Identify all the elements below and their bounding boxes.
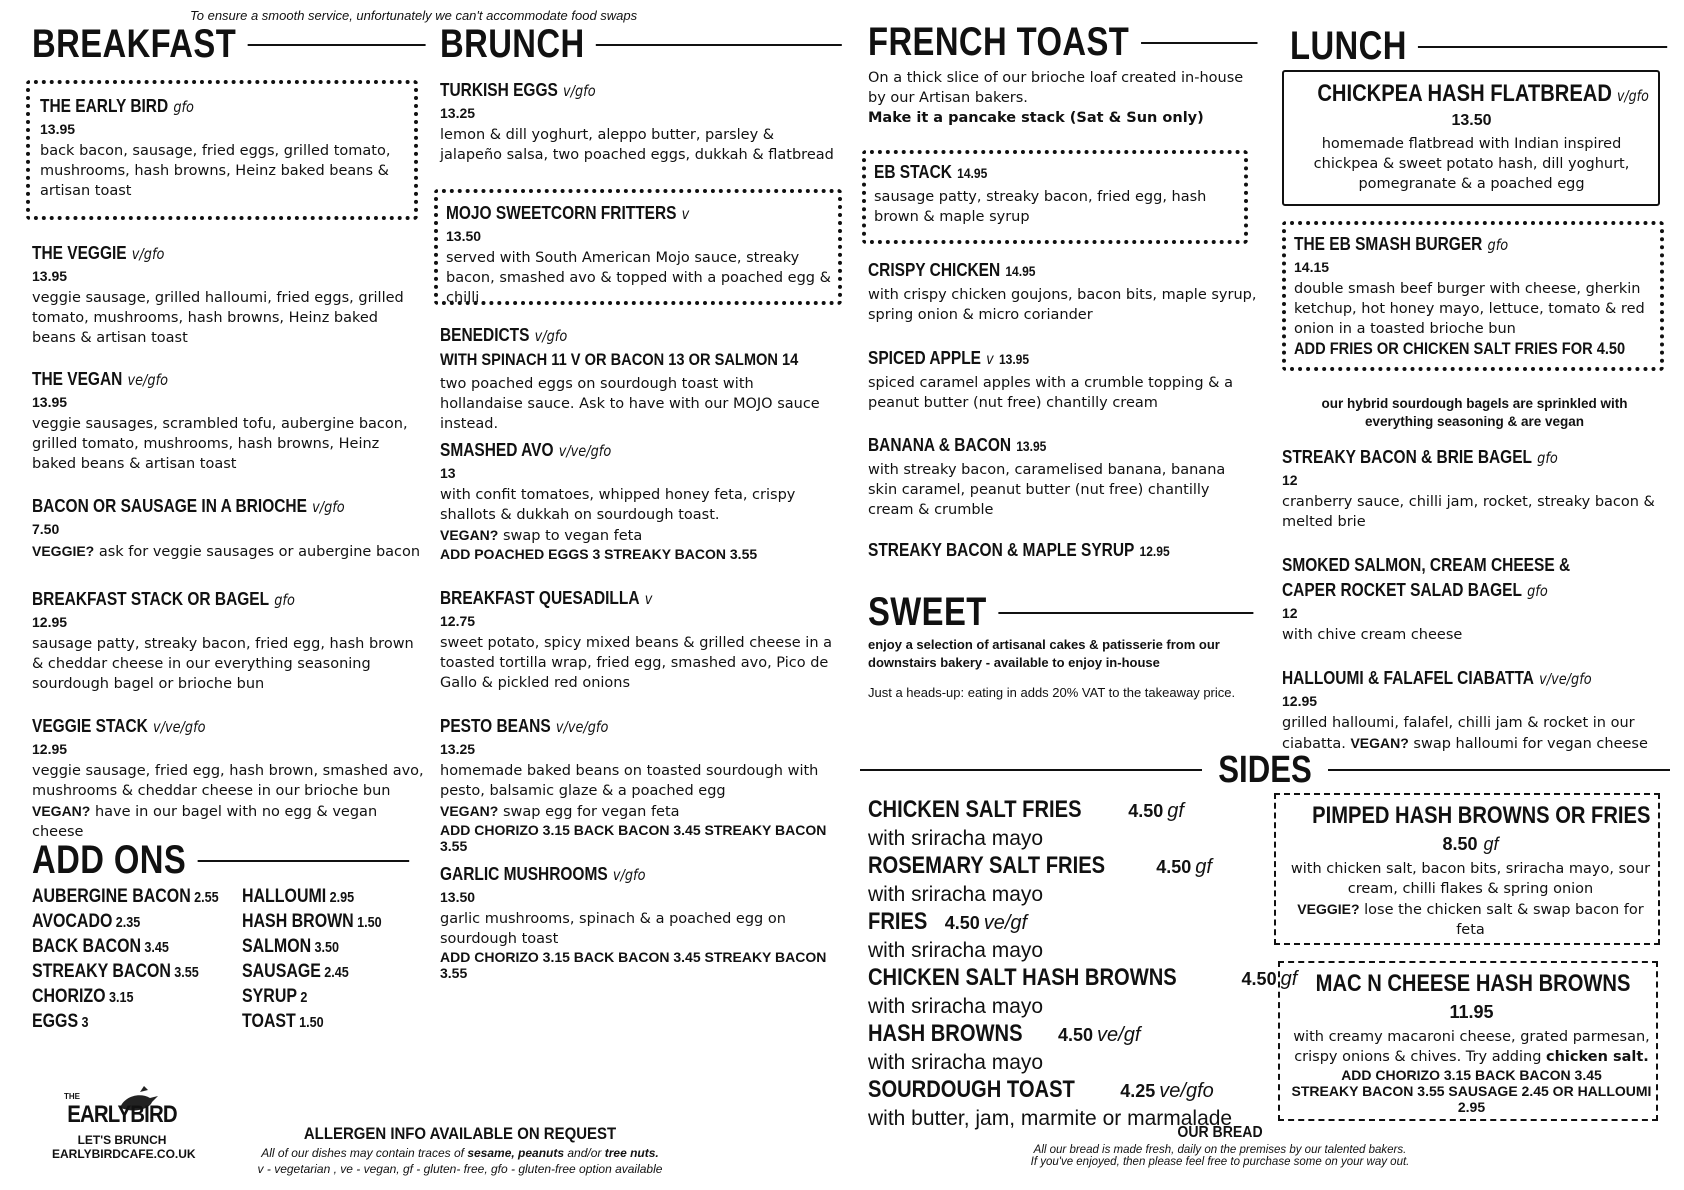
menu-item-mojo-fritters: MOJO SWEETCORN FRITTERS v 13.50 served with South American Mojo sauce, streaky bacon, smashed avo & topped with a poached egg & chilli: [446, 203, 831, 306]
menu-item-early-bird: THE EARLY BIRD gfo 13.95 back bacon, sausage, fried eggs, grilled tomato, mushrooms, hash browns, Heinz baked beans & artisan toast: [40, 96, 391, 199]
menu-item-pesto-beans: PESTO BEANS v/ve/gfo 13.25 homemade baked beans on toasted sourdough with pesto, balsamic glaze & a poached egg VEGAN? swap egg for vegan feta ADD CHORIZO 3.15 BACK BACON 3.45 STREAKY BACON 3.55: [440, 716, 827, 854]
lunch-column: [1282, 0, 1667, 1190]
logo-url: EARLYBIRDCAFE.CO.UK: [52, 1147, 196, 1161]
side-with: with sriracha mayo: [868, 939, 1044, 962]
our-bread-line: All our bread is made fresh, daily on the premises by our talented bakers.: [1033, 1144, 1407, 1156]
sweet-heading: SWEET: [868, 590, 1253, 635]
side-item: FRIES 4.50 ve/gf: [868, 908, 1028, 935]
menu-item-smash-burger: THE EB SMASH BURGER gfo 14.15 double smash beef burger with cheese, gherkin ketchup, hot honey mayo, lettuce, tomato & red onion in a toasted brioche bun ADD FRIES OR CHICKEN SALT FRIES FOR 4.50: [1294, 234, 1645, 358]
early-bird-logo: [52, 1092, 196, 1161]
allergen-traces: All of our dishes may contain traces of sesame, peanuts and/or tree nuts.: [261, 1146, 659, 1160]
our-bread-title: OUR BREAD: [1177, 1124, 1263, 1141]
menu-item-breakfast-stack: BREAKFAST STACK OR BAGEL gfo 12.95 sausage patty, streaky bacon, fried egg, hash brown & cheddar cheese in our everything seasoning sourdough bagel or brioche bun: [32, 589, 414, 692]
menu-item-bacon-brie-bagel: STREAKY BACON & BRIE BAGEL gfo 12 cranberry sauce, chilli jam, rocket, streaky bacon & melted brie: [1282, 447, 1655, 530]
addons-right-list: [242, 885, 422, 1035]
french-toast-heading: FRENCH TOAST: [868, 20, 1258, 65]
side-with: with sriracha mayo: [868, 827, 1044, 850]
menu-item-smashed-avo: SMASHED AVO v/ve/gfo 13 with confit tomatoes, whipped honey feta, crispy shallots & dukkah on sourdough toast. VEGAN? swap to vegan feta ADD POACHED EGGS 3 STREAKY BACON 3.55: [440, 440, 796, 562]
menu-item-eb-stack: EB STACK 14.95 sausage patty, streaky bacon, fried egg, hash brown & maple syrup: [874, 162, 1207, 225]
menu-item-pimped: PIMPED HASH BROWNS OR FRIES 8.50 gf with chicken salt, bacon bits, sriracha mayo, sour cream, chilli flakes & spring onion VEGGIE? lose the chicken salt & swap bacon for feta: [1290, 802, 1651, 938]
addons-heading: ADD ONS: [32, 838, 409, 883]
side-item: SOURDOUGH TOAST 4.25 ve/gfo: [868, 1076, 1214, 1103]
our-bread-line: If you've enjoyed, then please feel free to purchase some on your way out.: [1030, 1156, 1410, 1168]
logo-tagline: LET'S BRUNCH: [77, 1133, 167, 1147]
addon-item: HASH BROWN 1.50: [242, 911, 382, 932]
side-with: with sriracha mayo: [868, 995, 1044, 1018]
addon-item: SALMON 3.50: [242, 936, 340, 957]
side-item: CHICKEN SALT HASH BROWNS 4.50 gf: [868, 964, 1298, 991]
menu-item-veggie-stack: VEGGIE STACK v/ve/gfo 12.95 veggie sausage, fried egg, hash brown, smashed avo, mushrooms & cheddar cheese in our brioche bun VEGAN? have in our bagel with no egg & vegan cheese: [32, 716, 424, 840]
sides-heading: SIDES: [860, 748, 1670, 792]
logo-wordmark: EARLYBIRD: [67, 1101, 177, 1128]
brunch-column: [440, 0, 840, 1190]
side-with: with sriracha mayo: [868, 883, 1044, 906]
menu-item-streaky-maple: STREAKY BACON & MAPLE SYRUP 12.95: [868, 540, 1170, 560]
addon-item: TOAST 1.50: [242, 1011, 324, 1032]
lunch-heading: LUNCH: [1290, 24, 1667, 69]
menu-item-garlic-mushrooms: GARLIC MUSHROOMS v/gfo 13.50 garlic mushrooms, spinach & a poached egg on sourdough toast ADD CHORIZO 3.15 BACK BACON 3.45 STREAKY BACON 3.55: [440, 864, 827, 981]
breakfast-heading: BREAKFAST: [32, 22, 426, 67]
menu-item-halloumi-ciabatta: HALLOUMI & FALAFEL CIABATTA v/ve/gfo 12.95 grilled halloumi, falafel, chilli jam & rocket in our ciabatta. VEGAN? swap halloumi for vegan cheese: [1282, 668, 1648, 752]
allergen-legend: v - vegetarian , ve - vegan, gf - gluten- free, gfo - gluten-free option available: [257, 1162, 663, 1176]
menu-item-chickpea-flatbread: CHICKPEA HASH FLATBREAD v/gfo 13.50 homemade flatbread with Indian inspired chickpea & sweet potato hash, dill yoghurt, pomegranate & a poached egg: [1313, 80, 1649, 192]
menu-item-salmon-bagel: SMOKED SALMON, CREAM CHEESE & CAPER ROCKET SALAD BAGEL gfo 12 with chive cream cheese: [1282, 555, 1571, 643]
menu-item-crispy-chicken: CRISPY CHICKEN 14.95 with crispy chicken goujons, bacon bits, maple syrup, spring onion & micro coriander: [868, 260, 1257, 323]
bagel-note: our hybrid sourdough bagels are sprinkled with everything seasoning & are vegan: [1321, 396, 1628, 429]
side-item: ROSEMARY SALT FRIES 4.50 gf: [868, 852, 1212, 879]
addon-item: BACK BACON 3.45: [32, 936, 169, 957]
brunch-heading: BRUNCH: [440, 22, 842, 67]
sides-list: [868, 796, 1298, 1132]
menu-item-banana-bacon: BANANA & BACON 13.95 with streaky bacon, caramelised banana, banana skin caramel, peanut butter (nut free) chantilly cream & crumble: [868, 435, 1226, 518]
addon-item: AVOCADO 2.35: [32, 911, 141, 932]
addon-item: STREAKY BACON 3.55: [32, 961, 199, 982]
allergen-title: ALLERGEN INFO AVAILABLE ON REQUEST: [303, 1124, 617, 1143]
addon-item: SAUSAGE 2.45: [242, 961, 349, 982]
menu-item-vegan: THE VEGAN ve/gfo 13.95 veggie sausages, scrambled tofu, aubergine bacon, grilled tomato, mushrooms, hash browns, Heinz baked beans & artisan toast: [32, 369, 408, 472]
menu-item-spiced-apple: SPICED APPLE v 13.95 spiced caramel apples with a crumble topping & a peanut butter (nut free) chantilly cream: [868, 348, 1233, 411]
addon-item: CHORIZO 3.15: [32, 986, 134, 1007]
menu-item-turkish-eggs: TURKISH EGGS v/gfo 13.25 lemon & dill yoghurt, aleppo butter, parsley & jalapeño salsa, two poached eggs, dukkah & flatbread: [440, 80, 834, 163]
logo-the: THE: [64, 1092, 80, 1101]
menu-item-veggie: THE VEGGIE v/gfo 13.95 veggie sausage, grilled halloumi, fried eggs, grilled tomato, mushrooms, hash browns, Heinz baked beans & artisan toast: [32, 243, 404, 346]
side-item: CHICKEN SALT FRIES 4.50 gf: [868, 796, 1184, 823]
addon-item: SYRUP 2: [242, 986, 308, 1007]
addon-item: HALLOUMI 2.95: [242, 886, 355, 907]
side-item: HASH BROWNS 4.50 ve/gf: [868, 1020, 1141, 1047]
menu-item-quesadilla: BREAKFAST QUESADILLA v 12.75 sweet potato, spicy mixed beans & grilled cheese in a toasted tortilla wrap, fried egg, smashed avo, Pico de Gallo & pickled red onions: [440, 588, 833, 691]
addons-left-list: [32, 885, 252, 1035]
addon-item: EGGS 3: [32, 1011, 89, 1032]
menu-item-brioche: BACON OR SAUSAGE IN A BRIOCHE v/gfo 7.50 VEGGIE? ask for veggie sausages or aubergine bacon: [32, 496, 421, 560]
breakfast-column: [32, 0, 424, 1190]
side-with: with sriracha mayo: [868, 1051, 1044, 1074]
service-notice: To ensure a smooth service, unfortunately we can't accommodate food swaps: [190, 8, 638, 23]
menu-item-mac-cheese: MAC N CHEESE HASH BROWNS 11.95 with creamy macaroni cheese, grated parmesan, crispy onions & chives. Try adding chicken salt. ADD CHORIZO 3.15 BACK BACON 3.45 STREAKY BACON 3.55 SAUSAGE 2.45 OR HALLOUMI 2.95: [1291, 970, 1652, 1115]
sweet-info: enjoy a selection of artisanal cakes & patisserie from our downstairs bakery - available to enjoy in-house Just a heads-up: eating in adds 20% VAT to the takeaway price.: [868, 637, 1236, 700]
side-with: with butter, jam, marmite or marmalade: [868, 1107, 1233, 1130]
french-toast-intro: On a thick slice of our brioche loaf created in-house by our Artisan bakers. Make it a pancake stack (Sat & Sun only): [868, 70, 1244, 126]
menu-item-benedicts: BENEDICTS v/gfo WITH SPINACH 11 V OR BACON 13 OR SALMON 14 two poached eggs on sourdough toast with hollandaise sauce. Ask to have with our MOJO sauce instead.: [440, 325, 820, 432]
addon-item: AUBERGINE BACON 2.55: [32, 886, 219, 907]
